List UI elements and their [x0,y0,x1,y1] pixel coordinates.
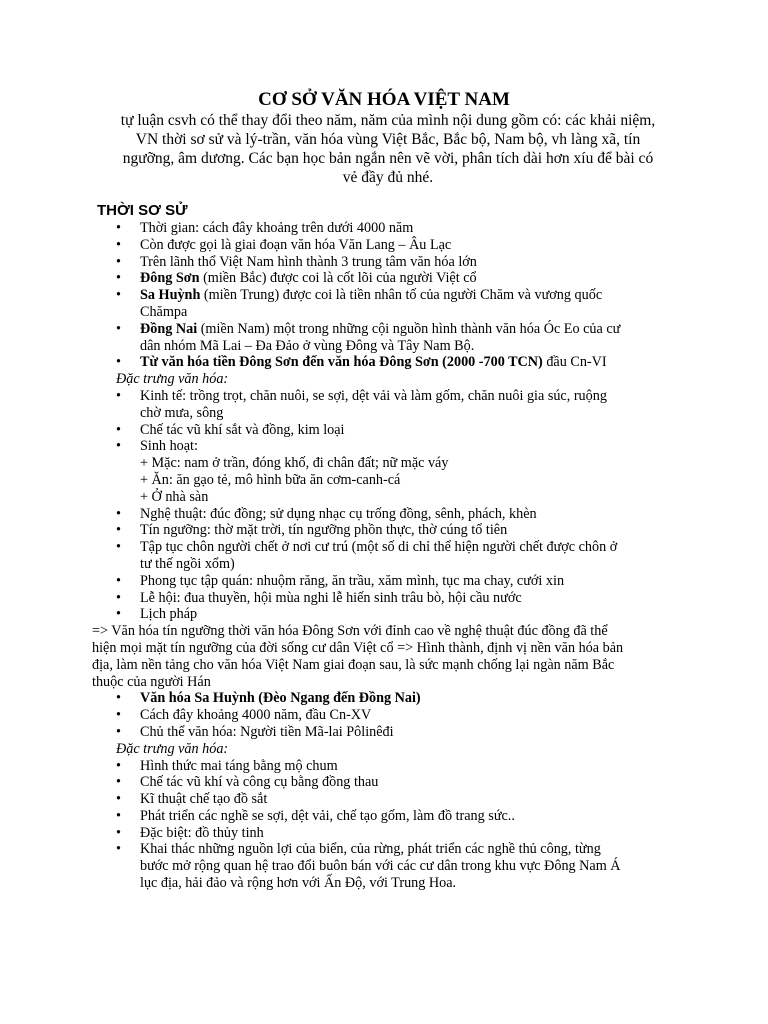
bullet-item [0,791,768,808]
text-span: Tín ngưỡng: thờ mặt trời, tín ngưỡng phồn thực, thờ cúng tổ tiên [140,522,508,539]
bullet-item [0,321,768,338]
bullet-item [0,388,768,405]
text-span: Cách đây khoảng 4000 năm, đầu Cn-XV [140,707,372,724]
text-span: + Ở nhà sàn [140,488,209,505]
bold-text: Văn hóa Sa Huỳnh (Đèo Ngang đến Đồng Nai) [140,690,421,707]
text-span: Kĩ thuật chế tạo đồ sắt [140,791,268,808]
text-span: Trên lãnh thổ Việt Nam hình thành 3 trung tâm văn hóa lớn [140,253,477,270]
bullet-item [0,237,768,254]
text-span: (miền Trung) được coi là tiền nhân tố của người Chăm và vương quốc [200,287,603,304]
continuation-line [0,338,768,355]
text-span: (miền Bắc) được coi là cốt lõi của người Việt cổ [199,270,477,287]
bullet-item [0,422,768,439]
text-span: + Ăn: ăn gạo tẻ, mô hình bữa ăn cơm-canh-cá [140,471,401,488]
text-span: dân nhóm Mã Lai – Đa Đảo ở vùng Đông và Tây Nam Bộ. [140,337,475,354]
subheading-text [0,371,768,388]
text-span: Lễ hội: đua thuyền, hội mùa nghi lễ hiến sinh trâu bò, hội cầu nước [140,589,522,606]
text-span: Lịch pháp [140,606,198,623]
continuation-line [0,556,768,573]
bullet-item [0,690,768,707]
text-span: đầu Cn-VI [542,354,607,371]
bullet-item [0,707,768,724]
paragraph-line [0,623,768,640]
paragraph-line [0,640,768,657]
bullet-item [0,841,768,858]
text-span: Khai thác những nguồn lợi của biển, của rừng, phát triển các nghề thủ công, từng [140,841,601,858]
bullet-item [0,287,768,304]
bold-text: Đồng Nai [140,320,198,337]
bullet-item [0,254,768,271]
text-span: Đặc trưng văn hóa: [116,371,229,388]
text-span: Hình thức mai táng bằng mộ chum [140,757,338,774]
intro-line: ngưỡng, âm dương. Các bạn học bản ngắn nên vẽ vời, phân tích dài hơn xíu để bài có [122,150,654,167]
text-span: => Văn hóa tín ngưỡng thời văn hóa Đông Sơn với đỉnh cao về nghệ thuật đúc đồng đã thể [92,623,608,640]
intro-paragraph [92,111,684,187]
text-span: lục địa, hải đảo và rộng hơn với Ấn Độ, với Trung Hoa. [140,875,457,892]
bullet-item [0,590,768,607]
bullet-item [0,506,768,523]
bullet-item [0,724,768,741]
paragraph-line [0,657,768,674]
text-span: Chămpa [140,303,188,320]
bullet-item [0,825,768,842]
text-span: tư thế ngồi xổm) [140,555,235,572]
text-span: Chế tác vũ khí sắt và đồng, kim loại [140,421,345,438]
text-span: Tập tục chôn người chết ở nơi cư trú (một số di chỉ thể hiện người chết được chôn ở [140,539,618,556]
paragraph-line [0,674,768,691]
text-span: Chủ thể văn hóa: Người tiền Mã-lai Pôlinêđi [140,723,394,740]
text-span: Đặc trưng văn hóa: [116,740,229,757]
continuation-line [0,875,768,892]
intro-line: tự luận csvh có thể thay đổi theo năm, năm của mình nội dung gồm có: các khải niệm, [120,112,656,129]
continuation-line [0,858,768,875]
text-span: Còn được gọi là giai đoạn văn hóa Văn Lang – Âu Lạc [140,236,452,253]
intro-line: vẻ đầy đủ nhé. [342,169,434,186]
bullet-item [0,539,768,556]
bold-text: Từ văn hóa tiền Đông Sơn đến văn hóa Đông Sơn (2000 -700 TCN) [140,354,543,371]
bullet-item [0,438,768,455]
text-span: Thời gian: cách đây khoảng trên dưới 4000 năm [140,220,414,236]
continuation-line [0,472,768,489]
text-span: Chế tác vũ khí và công cụ bằng đồng thau [140,774,379,791]
bullet-item [0,758,768,775]
text-span: + Mặc: nam ở trần, đóng khố, đi chân đất; nữ mặc váy [140,455,449,472]
bullet-item [0,606,768,623]
text-span: Phong tục tập quán: nhuộm răng, ăn trầu, xăm mình, tục ma chay, cưới xin [140,572,565,589]
text-span: thuộc của người Hán [92,673,211,690]
bullet-item [0,774,768,791]
section-heading: THỜI SƠ SỬ [97,202,188,219]
bullet-item [0,270,768,287]
text-span: hiện mọi mặt tín ngưỡng của đời sống cư dân Việt cổ => Hình thành, định vị nền văn hóa bản [92,639,624,656]
bullet-item [0,808,768,825]
bullet-item [0,220,768,237]
document-title: CƠ SỞ VĂN HÓA VIỆT NAM [258,89,510,110]
text-span: địa, làm nền tảng cho văn hóa Việt Nam giai đoạn sau, là sức mạnh chống lại ngàn năm Bắc [92,656,615,673]
text-span: (miền Nam) một trong những cội nguồn hình thành văn hóa Óc Eo của cư [197,320,621,337]
bold-text: Đông Sơn [140,270,200,287]
continuation-line [0,405,768,422]
continuation-line [0,455,768,472]
text-span: bước mở rộng quan hệ trao đổi buôn bán với các cư dân trong khu vực Đông Nam Á [140,858,621,875]
bullet-item [0,522,768,539]
subheading-text [0,741,768,758]
continuation-line [0,489,768,506]
document-body [0,220,768,892]
bullet-item [0,573,768,590]
bold-text: Sa Huỳnh [140,287,201,304]
text-span: Nghệ thuật: đúc đồng; sử dụng nhạc cụ trống đồng, sênh, phách, khèn [140,505,537,522]
intro-line: VN thời sơ sử và lý-trần, văn hóa vùng Việt Bắc, Bắc bộ, Nam bộ, vh làng xã, tín [135,131,641,148]
text-span: Đặc biệt: đồ thủy tinh [140,824,264,841]
continuation-line [0,304,768,321]
text-span: Kinh tế: trồng trọt, chăn nuôi, se sợi, dệt vải và làm gốm, chăn nuôi gia súc, ruộng [140,387,607,404]
bullet-item [0,354,768,371]
text-span: Phát triển các nghề se sợi, dệt vải, chế tạo gốm, làm đồ trang sức.. [140,807,515,824]
text-span: Sinh hoạt: [140,438,198,455]
text-span: chờ mưa, sông [140,404,224,421]
